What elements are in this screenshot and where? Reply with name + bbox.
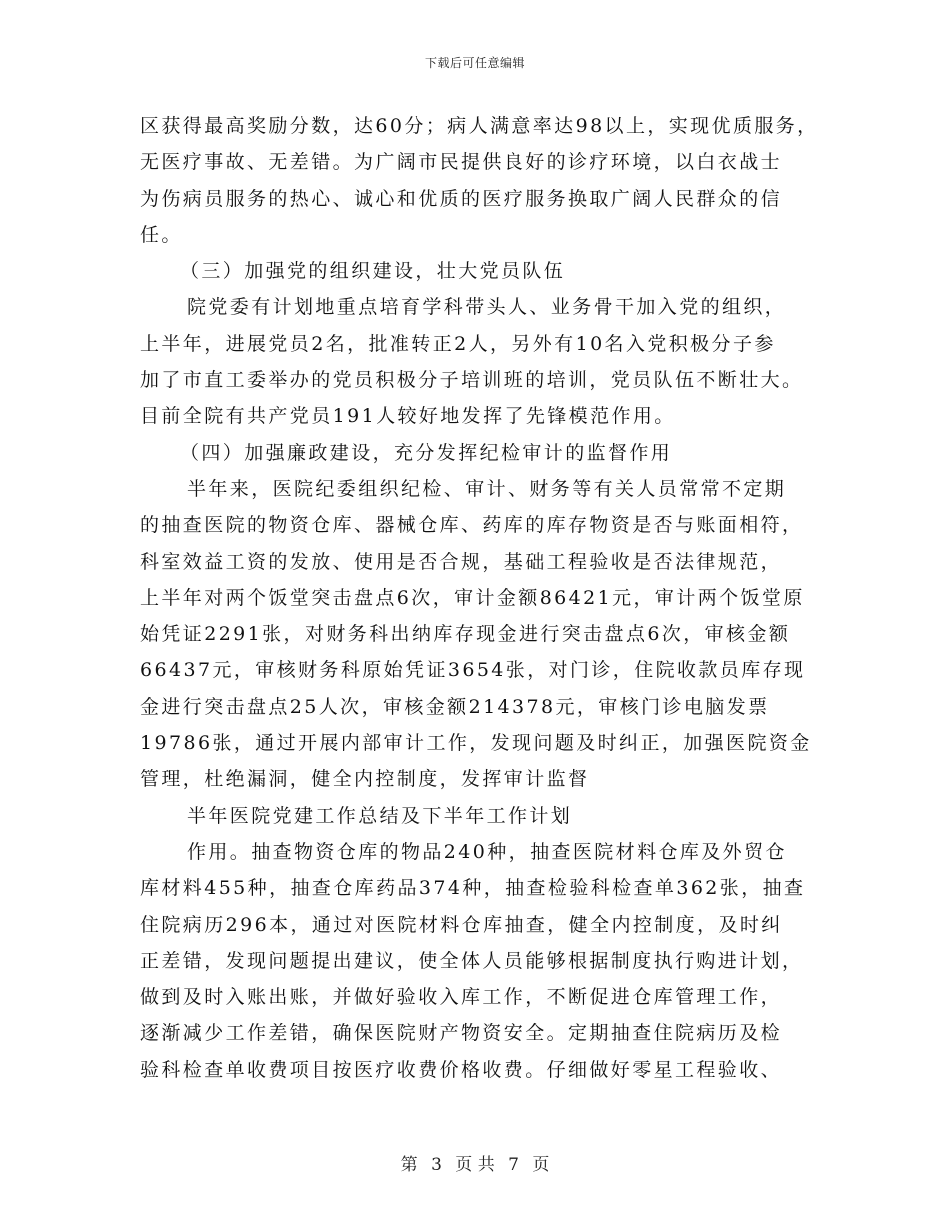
body-line: 上半年对两个饭堂突击盘点6次，审计金额86421元，审计两个饭堂原 [140, 586, 805, 609]
body-line: 半年来，医院纪委组织纪检、审计、财务等有关人员常常不定期 [187, 477, 787, 500]
body-line: 作用。抽查物资仓库的物品240种，抽查医院材料仓库及外贸仓 [187, 840, 787, 863]
footer-middle: 页 共 [455, 1155, 495, 1175]
body-line: 正差错，发现问题提出建议，使全体人员能够根据制度执行购进计划， [140, 949, 804, 972]
document-title-line: 半年医院党建工作总结及下半年工作计划 [187, 804, 573, 827]
body-line: 做到及时入账出账，并做好验收入库工作，不断促进仓库管理工作， [140, 986, 783, 1009]
section-heading: （三）加强党的组织建设，壮大党员队伍 [180, 260, 566, 283]
page-number-footer [0, 1150, 950, 1175]
body-line: 加了市直工委举办的党员积极分子培训班的培训，党员队伍不断壮大。 [140, 369, 804, 392]
body-line: 19786张，通过开展内部审计工作，发现问题及时纠正，加强医院资金 [140, 732, 812, 755]
footer-current-page: 3 [431, 1155, 442, 1175]
footer-prefix: 第 [400, 1155, 418, 1175]
page-header-note: 下载后可任意编辑 [424, 56, 525, 70]
body-line: 金进行突击盘点25人次，审核金额214378元，审核门诊电脑发票 [140, 695, 770, 718]
body-line: 66437元，审核财务科原始凭证3654张，对门诊，住院收款员库存现 [140, 659, 806, 682]
body-line: 逐渐减少工作差错，确保医院财产物资安全。定期抽查住院病历及检 [140, 1022, 783, 1045]
body-line: 任。 [140, 223, 183, 246]
body-line: 始凭证2291张，对财务科出纳库存现金进行突击盘点6次，审核金额 [140, 623, 791, 646]
footer-suffix: 页 [532, 1155, 550, 1175]
body-line: 的抽查医院的物资仓库、器械仓库、药库的库存物资是否与账面相符， [140, 514, 804, 537]
body-line: 无医疗事故、无差错。为广阔市民提供良好的诊疗环境，以白衣战士 [140, 151, 783, 174]
body-line: 上半年，进展党员2名，批准转正2人，另外有10名入党积极分子参 [140, 332, 776, 355]
body-line: 科室效益工资的发放、使用是否合规，基础工程验收是否法律规范， [140, 550, 783, 573]
body-line: 管理，杜绝漏洞，健全内控制度，发挥审计监督 [140, 768, 590, 791]
section-heading: （四）加强廉政建设，充分发挥纪检审计的监督作用 [180, 441, 673, 464]
footer-total-pages: 7 [508, 1155, 519, 1175]
document-body [140, 108, 830, 1088]
body-line: 库材料455种，抽查仓库药品374种，抽查检验科检查单362张，抽查 [140, 877, 806, 900]
body-line: 住院病历296本，通过对医院材料仓库抽查，健全内控制度，及时纠 [140, 913, 783, 936]
body-line: 区获得最高奖励分数，达60分；病人满意率达98以上，实现优质服务， [140, 115, 819, 137]
body-line: 验科检查单收费项目按医疗收费价格收费。仔细做好零星工程验收、 [140, 1058, 783, 1081]
body-line: 院党委有计划地重点培育学科带头人、业务骨干加入党的组织， [187, 296, 787, 319]
body-line: 为伤病员服务的热心、诚心和优质的医疗服务换取广阔人民群众的信 [140, 187, 783, 210]
body-line: 目前全院有共产党员191人较好地发挥了先锋模范作用。 [140, 405, 676, 428]
